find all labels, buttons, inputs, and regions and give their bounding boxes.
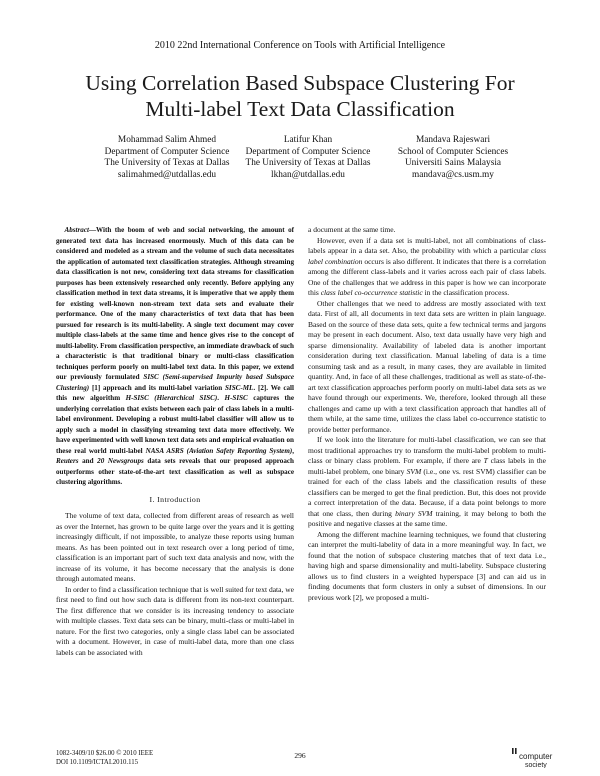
body-paragraph: If we look into the literature for multi-label classification, we can see that most traditional approaches try to transform the multi-label problem to multi-class or binary class problem. For example, if there are T class labels in the multi-label problem, one binary SVM (i.e., one vs. rest SVM) classifier can be trained for each of the class labels and the classification results of these classifiers can be merged to get the final prediction. But, this does not provide a correct interpretation of the data. Because, if a data point belongs to more that one class, then during binary SVM training, it may belong to both the positive and negative classes at the same time. <box>308 435 546 528</box>
issn-line: 1082-3409/10 $26.00 © 2010 IEEE <box>56 750 154 757</box>
author-email: mandava@cs.usm.my <box>412 169 494 180</box>
author-department: Department of Computer Science <box>245 146 371 157</box>
page-number: 296 <box>294 751 306 760</box>
body-paragraph: Other challenges that we need to address are mostly associated with text data. First of all, all documents in text data sets are written in plain language. Based on the source of these data sets, quite a few technical terms and jargons may be present in each document. Also, text data usually have very high and sparse dimensionality. Availability of labeled data is another important consideration during text classification. Manual labeling of data is a time consuming task and as a result, in many cases, they are available in limited quantity. And, in face of all these challenges, traditional as well as state-of-the-art text classification approaches perform poorly on multi-label data sets as we have found through our experiments. We, therefore, looked through all these challenges and came up with a text classification approach that handles all of them while, at the same time, utilizes the class label co-occurrence statistic to provide better performance. <box>308 298 546 434</box>
author-name: Mohammad Salim Ahmed <box>117 135 217 145</box>
computer-society-logo <box>511 746 559 768</box>
section-heading-introduction: I. Introduction <box>149 494 201 504</box>
author-institution: Universiti Sains Malaysia <box>404 158 502 169</box>
conference-header: 2010 22nd International Conference on Tools with Artificial Intelligence <box>154 40 446 51</box>
paper-title <box>40 70 560 122</box>
abstract-label: Abstract <box>64 226 89 234</box>
body-paragraph: a document at the same time. <box>308 225 396 234</box>
author-block-3 <box>353 135 553 181</box>
body-paragraph: In order to find a classification technique that is well suited for text data, we first need to find out how such data is different from its non-text counterpart. The first difference that we consider is its increasing tendency to associate with multiple classes. Text data sets can be binary, multi-class or multi-label in nature. For the first two categories, only a single class label can be associated with a document. However, in case of multi-label data, more than one class labels can be associated with <box>56 584 294 657</box>
author-name: Latifur Khan <box>283 135 333 145</box>
title-line-2: Multi-label Text Data Classification <box>145 97 455 121</box>
body-paragraph: The volume of text data, collected from different areas of research as well as over the Internet, has grown to be quite large over the years and it is getting increasingly difficult, if not impossible, to analyze these reports using human means. As has been pointed out in text research over a long period of time, classification is an important part of such text data analysis and now, with the increase of its volume, it has become necessary that the analysis is done through automated means. <box>56 511 294 583</box>
logo-text-computer: computer <box>519 752 553 761</box>
logo-text-society: society <box>525 762 547 768</box>
abstract: Abstract—With the boom of web and social networking, the amount of generated text data has increased enormously. Much of this data can be considered and modeled as a stream and the volume of such data necessitates the application of automated text classification strategies. Although streaming data classification is not new, considering text data streams for classification purposes has been extensively researched only recently. Before applying any classification method in text data streams, it is imperative that we apply them for existing well-known non-stream text data sets and evaluate their performance. One of the many characteristics of text data that has been pursued for research is its multi-labelity. A single text document may cover multiple class-labels at the same time and hence gives rise to the concept of multi-labelity. From classification perspective, an immediate drawback of such a characteristic is that traditional binary or multi-class classification techniques perform poorly on multi-label text data. In this paper, we extend our previously formulated SISC (Semi-supervised Impurity based Subspace Clustering) [1] approach and its multi-label variation SISC-ML. [2]. We call this new algorithm H-SISC (Hierarchical SISC). H-SISC captures the underlying correlation that exists between each pair of class labels in a multi-label environment. Developing a robust multi-label classifier will allow us to apply such a model in classifying streaming text data more effectively. We have experimented with well known text data sets and empirical evaluation on these real world multi-label NASA ASRS (Aviation Safety Reporting System), Reuters and 20 Newsgroups data sets reveals that our proposed approach outperforms other state-of-the-art text classification as well as subspace clustering algorithms. <box>56 226 295 486</box>
author-email: salimahmed@utdallas.edu <box>117 169 217 180</box>
author-institution: The University of Texas at Dallas <box>104 158 230 169</box>
left-column <box>56 225 294 658</box>
body-paragraph: Among the different machine learning techniques, we found that clustering can interpret the multi-labelity of data in a more meaningful way. In fact, we found that the notion of subspace clustering matches that of text data i.e., having high and sparse dimensionality and multi-labelity. Subspace clustering allows us to find clusters in a weighted hyperspace [3] and can aid us in finding documents that form clusters in only a subset of dimensions. In our previous work [2], we proposed a multi- <box>308 529 546 602</box>
author-department: School of Computer Sciences <box>397 146 509 157</box>
body-paragraph: However, even if a data set is multi-label, not all combinations of class-labels appear in a data set. Also, the probability with which a particular class label combination occurs is also different. It indicates that there is a correlation among the different class-labels and it varies across each pair of class labels. One of the challenges that we address in this paper is how we can incorporate this class label co-occurrence statistic in the classification process. <box>308 235 546 297</box>
author-name: Mandava Rajeswari <box>415 135 491 145</box>
author-email: lkhan@utdallas.edu <box>271 169 345 180</box>
society-logo-icon <box>511 746 559 768</box>
author-institution: The University of Texas at Dallas <box>245 158 371 169</box>
title-line-1: Using Correlation Based Subspace Clustering For <box>85 71 515 95</box>
right-column <box>308 225 546 603</box>
doi-line: DOI 10.1109/ICTAI.2010.115 <box>56 759 139 766</box>
author-department: Department of Computer Science <box>104 146 230 157</box>
